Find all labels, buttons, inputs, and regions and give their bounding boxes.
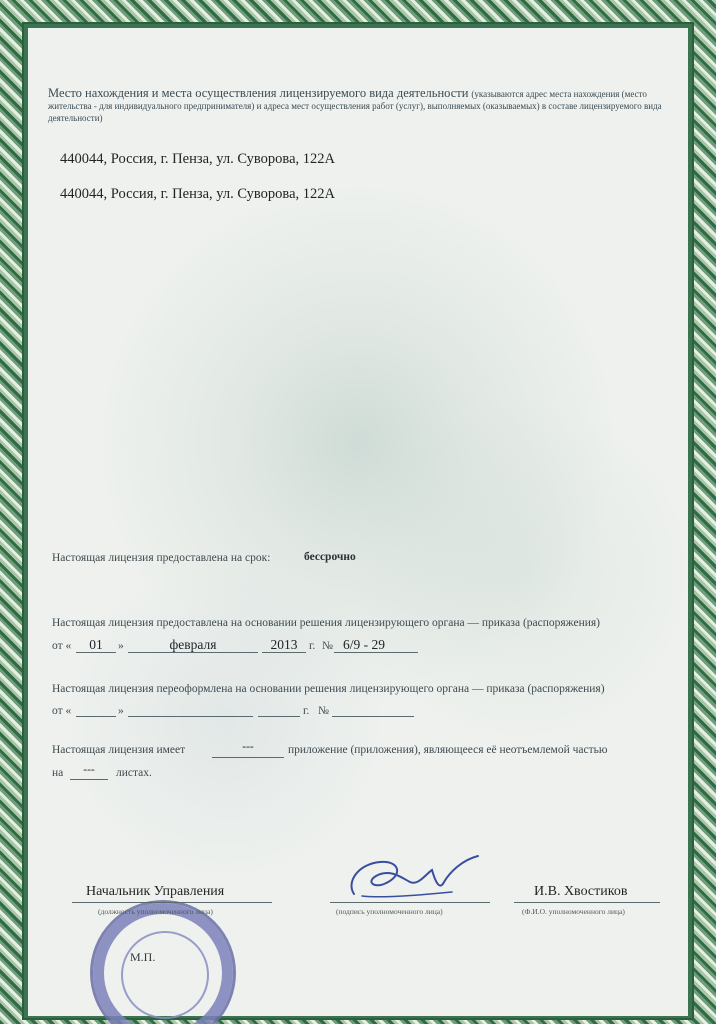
appendix-on-label: на [52, 767, 64, 779]
reissue-year-suffix: г. [303, 705, 310, 717]
appendix-text-before: Настоящая лицензия имеет [52, 744, 186, 756]
reissue-number-line [332, 716, 414, 717]
term-label: Настоящая лицензия предоставлена на срок: [52, 552, 271, 564]
appendix-count-line [212, 757, 284, 758]
signer-position-line [72, 902, 272, 903]
basis-month: февраля [169, 637, 217, 652]
reissue-year-line [258, 716, 300, 717]
basis-number-label: № [322, 640, 333, 652]
basis-close-quote: » [118, 640, 124, 652]
address-line-2: 440044, Россия, г. Пенза, ул. Суворова, 122А [60, 186, 335, 202]
reissue-number-label: № [318, 705, 329, 717]
signer-name: И.В. Хвостиков [534, 884, 628, 899]
reissue-from-label: от « [52, 705, 72, 717]
reissue-month-line [128, 716, 253, 717]
basis-from-label: от « [52, 640, 72, 652]
location-heading-note: (указываются адрес места нахождения (место жительства - для индивидуального предпринимателя) и адреса мест осуществления работ (услуг), выполняемых (оказываемых) в составе лицензируемого вида деятельности) [48, 89, 662, 123]
basis-year-suffix: г. [309, 640, 316, 652]
stamp-place-label: М.П. [130, 950, 156, 964]
basis-text: Настоящая лицензия предоставлена на основании решения лицензирующего органа — приказа (распоряжения) [52, 617, 601, 629]
basis-number: 6/9 - 29 [343, 637, 385, 652]
signature-line [330, 902, 490, 903]
signer-position: Начальник Управления [86, 884, 225, 899]
appendix-text-after: приложение (приложения), являющееся её неотъемлемой частью [288, 744, 608, 756]
signer-name-caption: (Ф.И.О. уполномоченного лица) [522, 907, 625, 916]
address-line-1: 440044, Россия, г. Пенза, ул. Суворова, 122А [60, 151, 335, 167]
signer-name-line [514, 902, 660, 903]
location-heading [48, 88, 668, 124]
basis-day: 01 [89, 637, 103, 652]
reissue-text: Настоящая лицензия переоформлена на основании решения лицензирующего органа — приказа (распоряжения) [52, 683, 605, 695]
appendix-count: --- [242, 741, 254, 753]
signer-position-caption: (должность уполномоченного лица) [98, 907, 213, 916]
reissue-close-quote: » [118, 705, 124, 717]
term-value: бессрочно [304, 551, 356, 563]
basis-year: 2013 [270, 637, 298, 652]
appendix-sheets: --- [83, 764, 95, 776]
seal-emblem [121, 931, 209, 1019]
location-heading-main: Место нахождения и места осуществления лицензируемого вида деятельности [48, 86, 469, 100]
signature-caption: (подпись уполномоченного лица) [336, 907, 443, 916]
reissue-day-line [76, 716, 116, 717]
appendix-sheets-line [70, 779, 108, 780]
appendix-sheets-label: листах. [116, 767, 152, 779]
